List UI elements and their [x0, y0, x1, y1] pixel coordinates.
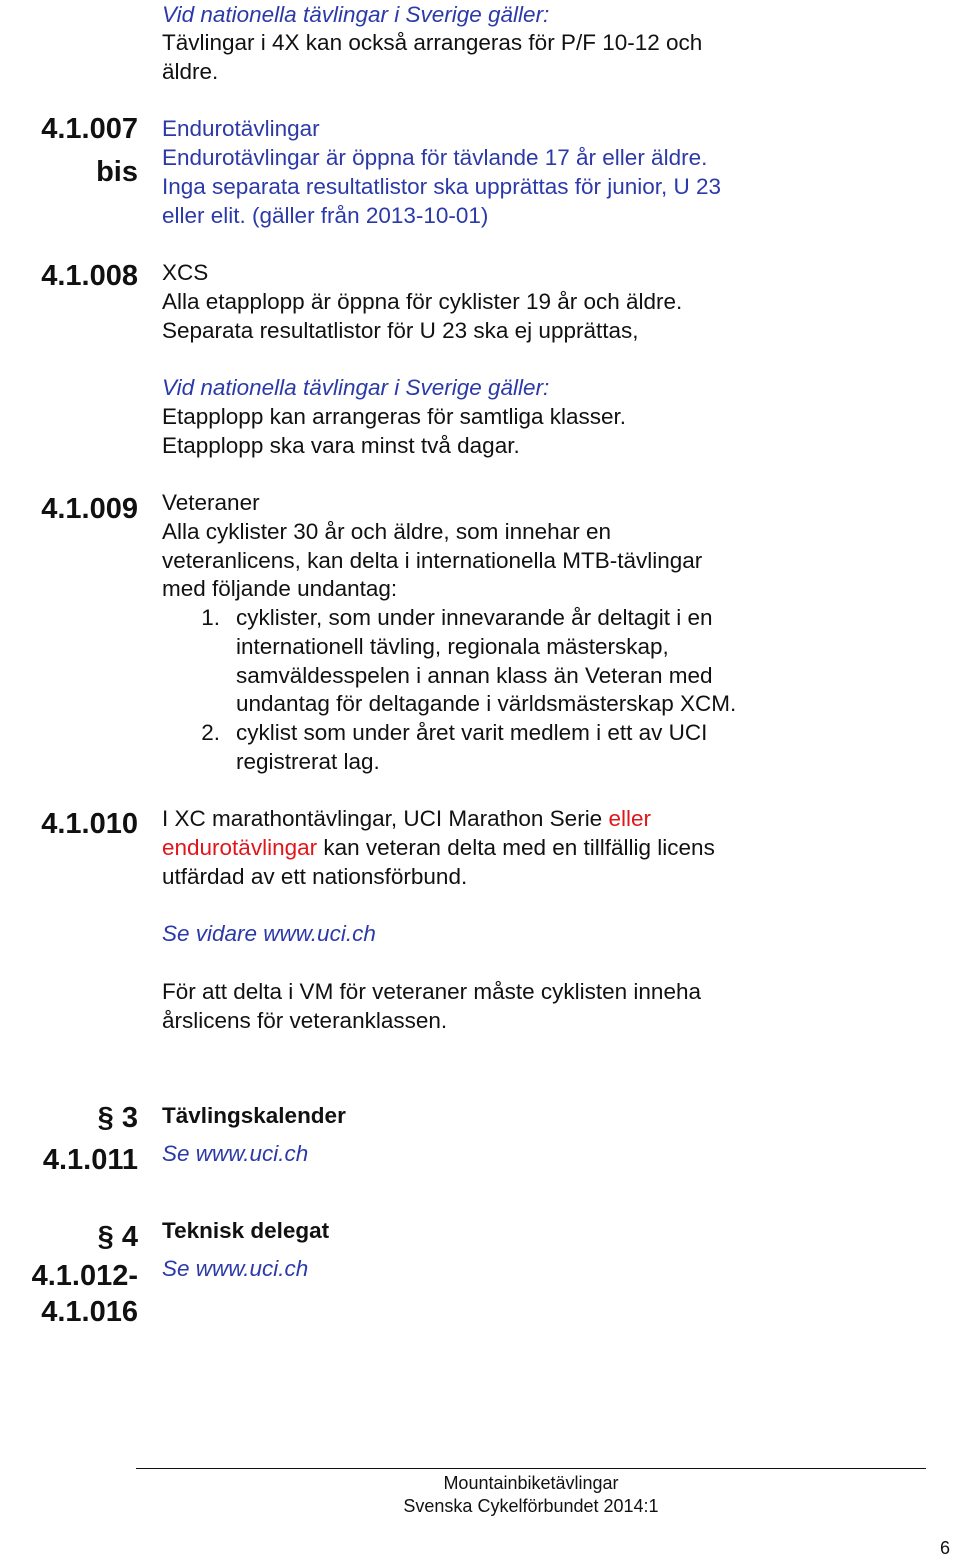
section-number: 4.1.011 — [42, 1144, 138, 1176]
list-marker: 2. — [201, 720, 220, 745]
intro-line: äldre. — [162, 59, 219, 84]
section-title: Veteraner — [162, 490, 260, 515]
section-number-suffix: bis — [96, 156, 138, 188]
section-title: Endurotävlingar — [162, 116, 320, 141]
uci-link[interactable]: Se vidare www.uci.ch — [162, 921, 376, 946]
note-text: Etapplopp kan arrangeras för samtliga klasser. — [162, 404, 626, 429]
inserted-text: endurotävlingar — [162, 835, 318, 860]
section-text: Inga separata resultatlistor ska upprättas för junior, U 23 — [162, 174, 722, 199]
section-text: För att delta i VM för veteraner måste cyklisten inneha — [162, 979, 701, 1004]
section-text: I XC marathontävlingar, UCI Marathon Serie — [162, 806, 609, 831]
footer-title: Mountainbiketävlingar — [443, 1473, 619, 1493]
uci-link[interactable]: Se www.uci.ch — [162, 1141, 309, 1166]
section-number: 4.1.008 — [41, 260, 138, 292]
list-item-text: cyklist som under året varit medlem i ett av UCI — [236, 720, 708, 745]
footer-publisher: Svenska Cykelförbundet 2014:1 — [403, 1496, 659, 1516]
inserted-text: eller — [608, 806, 651, 831]
section-number: 4.1.012- — [31, 1260, 138, 1292]
section-text: Alla etapplopp är öppna för cyklister 19 år och äldre. — [162, 289, 683, 314]
page-number: 6 — [940, 1538, 951, 1558]
section-text: utfärdad av ett nationsförbund. — [162, 864, 468, 889]
note-heading: Vid nationella tävlingar i Sverige gäller: — [162, 375, 550, 400]
section-text: eller elit. (gäller från 2013-10-01) — [162, 203, 489, 228]
section-heading: Tävlingskalender — [162, 1103, 346, 1128]
note-text: Etapplopp ska vara minst två dagar. — [162, 433, 520, 458]
section-text-line — [162, 804, 651, 833]
section-text: årslicens för veteranklassen. — [162, 1008, 448, 1033]
footer-rule — [136, 1468, 926, 1469]
intro-heading: Vid nationella tävlingar i Sverige gäller: — [162, 2, 550, 27]
section-text: Separata resultatlistor för U 23 ska ej upprättas, — [162, 318, 639, 343]
section-heading: Teknisk delegat — [162, 1218, 330, 1243]
paragraph-marker: § 3 — [97, 1102, 138, 1134]
section-text-line — [162, 833, 715, 862]
paragraph-marker: § 4 — [97, 1221, 138, 1253]
list-item-text: samväldesspelen i annan klass än Veteran med — [236, 663, 713, 688]
section-text: med följande undantag: — [162, 576, 398, 601]
section-number: 4.1.007 — [41, 113, 138, 145]
section-text: Endurotävlingar är öppna för tävlande 17 år eller äldre. — [162, 145, 708, 170]
section-number: 4.1.009 — [41, 493, 138, 525]
section-number: 4.1.010 — [41, 808, 138, 840]
section-text: veteranlicens, kan delta i internationella MTB-tävlingar — [162, 548, 703, 573]
section-text: kan veteran delta med en tillfällig licens — [317, 835, 715, 860]
list-item-text: internationell tävling, regionala mästerskap, — [236, 634, 669, 659]
intro-line: Tävlingar i 4X kan också arrangeras för P/F 10-12 och — [162, 30, 703, 55]
section-title: XCS — [162, 260, 209, 285]
list-item-text: cyklister, som under innevarande år deltagit i en — [236, 605, 713, 630]
uci-link[interactable]: Se www.uci.ch — [162, 1256, 309, 1281]
section-number: 4.1.016 — [41, 1296, 138, 1328]
list-item-text: undantag för deltagande i världsmästerskap XCM. — [236, 691, 737, 716]
list-item-text: registrerat lag. — [236, 749, 380, 774]
list-marker: 1. — [201, 605, 220, 630]
section-text: Alla cyklister 30 år och äldre, som innehar en — [162, 519, 611, 544]
